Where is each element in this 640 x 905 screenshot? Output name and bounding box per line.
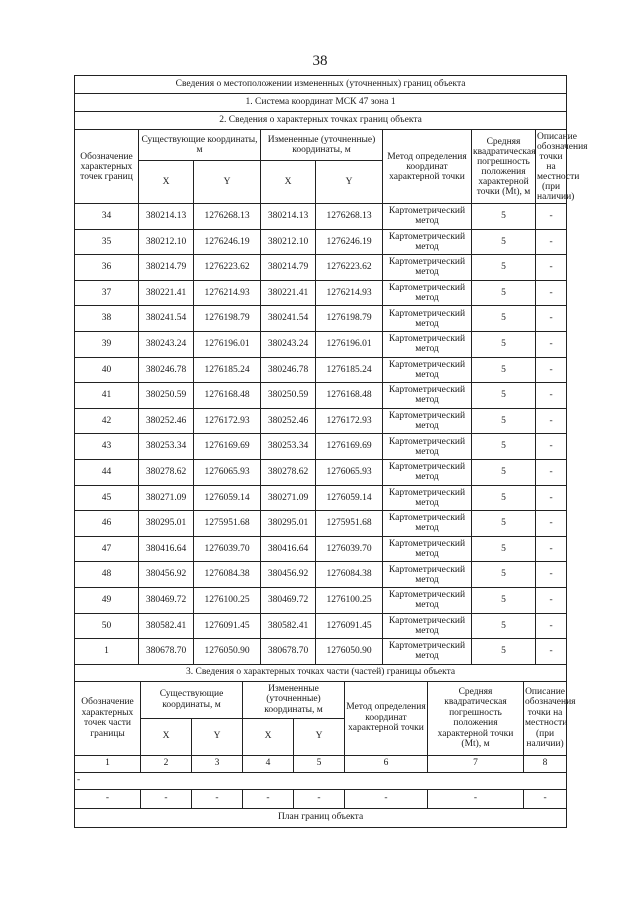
cell-existing-y: 1276246.19 <box>194 229 261 255</box>
cell-point: 47 <box>75 536 139 562</box>
dash-row <box>75 789 567 808</box>
table-row <box>75 511 567 537</box>
cell-changed-x: 380678.70 <box>261 639 316 665</box>
table-row <box>75 306 567 332</box>
cell-point: 45 <box>75 485 139 511</box>
cell-method: Картометрический метод <box>383 331 472 357</box>
cell-changed-x: 380214.79 <box>261 255 316 281</box>
cell-changed-x: 380221.41 <box>261 280 316 306</box>
cell-description: - <box>536 204 567 230</box>
cell-existing-x: 380253.34 <box>139 434 194 460</box>
cell-existing-x: 380295.01 <box>139 511 194 537</box>
dash-cell: - <box>294 789 345 808</box>
cell-accuracy: 5 <box>472 511 536 537</box>
cell-existing-x: 380250.59 <box>139 383 194 409</box>
cell-accuracy: 5 <box>472 357 536 383</box>
cell-changed-y: 1276059.14 <box>316 485 383 511</box>
cell-description: - <box>536 485 567 511</box>
table-row <box>75 280 567 306</box>
cell-method: Картометрический метод <box>383 639 472 665</box>
cell-point: 50 <box>75 613 139 639</box>
column-number: 2 <box>141 755 192 772</box>
table-row <box>75 204 567 230</box>
cell-changed-x: 380278.62 <box>261 459 316 485</box>
cell-point: 36 <box>75 255 139 281</box>
cell-point: 41 <box>75 383 139 409</box>
cell-existing-y: 1276198.79 <box>194 306 261 332</box>
cell-changed-y: 1276050.90 <box>316 639 383 665</box>
table-row <box>75 383 567 409</box>
part-header-changed-y: Y <box>294 718 345 755</box>
cell-point: 1 <box>75 639 139 665</box>
cell-existing-y: 1276050.90 <box>194 639 261 665</box>
column-number: 1 <box>75 755 141 772</box>
header-accuracy: Средняя квадратическая погрешность положения характерной точки (Mt), м <box>472 130 536 204</box>
cell-existing-x: 380241.54 <box>139 306 194 332</box>
cell-description: - <box>536 383 567 409</box>
cell-method: Картометрический метод <box>383 587 472 613</box>
cell-existing-y: 1276268.13 <box>194 204 261 230</box>
cell-existing-x: 380456.92 <box>139 562 194 588</box>
column-number: 6 <box>345 755 428 772</box>
table-row <box>75 562 567 588</box>
cell-point: 35 <box>75 229 139 255</box>
cell-existing-x: 380469.72 <box>139 587 194 613</box>
cell-point: 40 <box>75 357 139 383</box>
cell-changed-y: 1276172.93 <box>316 408 383 434</box>
cell-changed-x: 380469.72 <box>261 587 316 613</box>
cell-changed-x: 380456.92 <box>261 562 316 588</box>
dash-cell: - <box>428 789 524 808</box>
cell-existing-x: 380221.41 <box>139 280 194 306</box>
part-header-accuracy: Средняя квадратическая погрешность положения характерной точки (Mt), м <box>428 681 524 755</box>
cell-existing-y: 1276059.14 <box>194 485 261 511</box>
cell-method: Картометрический метод <box>383 357 472 383</box>
cell-description: - <box>536 511 567 537</box>
table-title: Сведения о местоположении измененных (уточненных) границ объекта <box>75 76 567 94</box>
cell-description: - <box>536 331 567 357</box>
dash-cell: - <box>192 789 243 808</box>
column-number: 8 <box>524 755 567 772</box>
cell-existing-y: 1275951.68 <box>194 511 261 537</box>
part-header-changed: Измененные (уточненные) координаты, м <box>243 681 345 718</box>
cell-point: 38 <box>75 306 139 332</box>
part-header-method: Метод определения координат характерной точки <box>345 681 428 755</box>
cell-description: - <box>536 306 567 332</box>
header-changed: Измененные (уточненные) координаты, м <box>261 130 383 161</box>
cell-changed-y: 1276065.93 <box>316 459 383 485</box>
cell-accuracy: 5 <box>472 536 536 562</box>
cell-description: - <box>536 459 567 485</box>
cell-accuracy: 5 <box>472 562 536 588</box>
header-description: Описание обозначения точки на местности (при наличии) <box>537 131 588 202</box>
section-3-title: 3. Сведения о характерных точках части (частей) границы объекта <box>75 665 567 682</box>
cell-changed-y: 1276169.69 <box>316 434 383 460</box>
part-header-existing: Существующие координаты, м <box>141 681 243 718</box>
cell-existing-y: 1276100.25 <box>194 587 261 613</box>
section-2-title: 2. Сведения о характерных точках границ объекта <box>75 112 567 130</box>
cell-description: - <box>536 613 567 639</box>
cell-changed-y: 1276185.24 <box>316 357 383 383</box>
table-row <box>75 331 567 357</box>
cell-existing-x: 380582.41 <box>139 613 194 639</box>
dash-cell: - <box>75 789 141 808</box>
cell-changed-x: 380582.41 <box>261 613 316 639</box>
cell-changed-x: 380253.34 <box>261 434 316 460</box>
dash-cell: - <box>141 789 192 808</box>
cell-description: - <box>536 587 567 613</box>
empty-row-cell: - <box>75 772 567 789</box>
column-number: 3 <box>192 755 243 772</box>
cell-existing-y: 1276039.70 <box>194 536 261 562</box>
cell-point: 49 <box>75 587 139 613</box>
table-row <box>75 434 567 460</box>
dash-cell: - <box>524 789 567 808</box>
cell-method: Картометрический метод <box>383 459 472 485</box>
page-number: 38 <box>312 53 328 69</box>
cell-method: Картометрический метод <box>383 562 472 588</box>
table-row <box>75 255 567 281</box>
part-header-changed-x: X <box>243 718 294 755</box>
cell-method: Картометрический метод <box>383 613 472 639</box>
table-row <box>75 408 567 434</box>
cell-point: 37 <box>75 280 139 306</box>
cell-description: - <box>536 434 567 460</box>
cell-accuracy: 5 <box>472 639 536 665</box>
cell-changed-x: 380246.78 <box>261 357 316 383</box>
cell-existing-y: 1276168.48 <box>194 383 261 409</box>
cell-method: Картометрический метод <box>383 511 472 537</box>
cell-changed-x: 380416.64 <box>261 536 316 562</box>
cell-existing-y: 1276084.38 <box>194 562 261 588</box>
cell-accuracy: 5 <box>472 306 536 332</box>
cell-accuracy: 5 <box>472 280 536 306</box>
cell-changed-x: 380214.13 <box>261 204 316 230</box>
part-header-point: Обозначение характерных точек части границы <box>75 681 141 755</box>
cell-changed-x: 380252.46 <box>261 408 316 434</box>
cell-existing-x: 380212.10 <box>139 229 194 255</box>
cell-point: 48 <box>75 562 139 588</box>
cell-changed-y: 1276268.13 <box>316 204 383 230</box>
dash-cell: - <box>345 789 428 808</box>
cell-accuracy: 5 <box>472 434 536 460</box>
cell-accuracy: 5 <box>472 229 536 255</box>
cell-existing-y: 1276223.62 <box>194 255 261 281</box>
cell-existing-x: 380243.24 <box>139 331 194 357</box>
cell-description: - <box>536 639 567 665</box>
cell-existing-y: 1276185.24 <box>194 357 261 383</box>
document-body <box>74 75 588 828</box>
table-row <box>75 229 567 255</box>
cell-point: 42 <box>75 408 139 434</box>
header-changed-y: Y <box>316 161 383 204</box>
header-existing-x: X <box>139 161 194 204</box>
cell-method: Картометрический метод <box>383 255 472 281</box>
cell-existing-y: 1276065.93 <box>194 459 261 485</box>
cell-accuracy: 5 <box>472 331 536 357</box>
points-table <box>74 75 588 665</box>
table-row <box>75 357 567 383</box>
table-row <box>75 485 567 511</box>
cell-description: - <box>536 408 567 434</box>
header-existing: Существующие координаты, м <box>139 130 261 161</box>
cell-existing-x: 380278.62 <box>139 459 194 485</box>
cell-method: Картометрический метод <box>383 383 472 409</box>
header-existing-y: Y <box>194 161 261 204</box>
cell-accuracy: 5 <box>472 485 536 511</box>
cell-accuracy: 5 <box>472 255 536 281</box>
cell-existing-x: 380271.09 <box>139 485 194 511</box>
cell-changed-y: 1276100.25 <box>316 587 383 613</box>
cell-changed-x: 380243.24 <box>261 331 316 357</box>
cell-existing-x: 380252.46 <box>139 408 194 434</box>
cell-existing-y: 1276091.45 <box>194 613 261 639</box>
cell-method: Картометрический метод <box>383 536 472 562</box>
cell-changed-y: 1276198.79 <box>316 306 383 332</box>
cell-changed-x: 380271.09 <box>261 485 316 511</box>
section-1-title: 1. Система координат МСК 47 зона 1 <box>75 94 567 112</box>
part-points-table <box>74 665 576 828</box>
cell-method: Картометрический метод <box>383 229 472 255</box>
cell-point: 46 <box>75 511 139 537</box>
cell-existing-y: 1276172.93 <box>194 408 261 434</box>
cell-method: Картометрический метод <box>383 408 472 434</box>
cell-accuracy: 5 <box>472 587 536 613</box>
cell-changed-y: 1276246.19 <box>316 229 383 255</box>
cell-existing-x: 380214.13 <box>139 204 194 230</box>
cell-changed-y: 1276223.62 <box>316 255 383 281</box>
cell-accuracy: 5 <box>472 459 536 485</box>
cell-changed-x: 380250.59 <box>261 383 316 409</box>
cell-changed-y: 1276196.01 <box>316 331 383 357</box>
part-header-existing-y: Y <box>192 718 243 755</box>
cell-description: - <box>536 255 567 281</box>
table-row <box>75 536 567 562</box>
column-number: 7 <box>428 755 524 772</box>
header-changed-x: X <box>261 161 316 204</box>
cell-point: 34 <box>75 204 139 230</box>
table-row <box>75 639 567 665</box>
cell-description: - <box>536 562 567 588</box>
cell-method: Картометрический метод <box>383 204 472 230</box>
cell-accuracy: 5 <box>472 613 536 639</box>
table-row <box>75 459 567 485</box>
plan-title: План границ объекта <box>75 808 567 827</box>
cell-method: Картометрический метод <box>383 485 472 511</box>
cell-existing-y: 1276196.01 <box>194 331 261 357</box>
cell-changed-y: 1276091.45 <box>316 613 383 639</box>
cell-existing-x: 380214.79 <box>139 255 194 281</box>
cell-method: Картометрический метод <box>383 434 472 460</box>
table-row <box>75 587 567 613</box>
cell-point: 39 <box>75 331 139 357</box>
column-number: 4 <box>243 755 294 772</box>
cell-changed-x: 380241.54 <box>261 306 316 332</box>
cell-existing-x: 380678.70 <box>139 639 194 665</box>
cell-existing-y: 1276214.93 <box>194 280 261 306</box>
cell-method: Картометрический метод <box>383 306 472 332</box>
cell-accuracy: 5 <box>472 383 536 409</box>
cell-changed-y: 1276084.38 <box>316 562 383 588</box>
cell-changed-y: 1275951.68 <box>316 511 383 537</box>
cell-description: - <box>536 536 567 562</box>
cell-changed-x: 380212.10 <box>261 229 316 255</box>
cell-existing-x: 380416.64 <box>139 536 194 562</box>
table-row <box>75 613 567 639</box>
header-point: Обозначение характерных точек границ <box>75 130 139 204</box>
cell-existing-y: 1276169.69 <box>194 434 261 460</box>
cell-existing-x: 380246.78 <box>139 357 194 383</box>
cell-point: 43 <box>75 434 139 460</box>
empty-row <box>75 772 567 789</box>
part-header-description: Описание обозначения точки на местности (при наличии) <box>524 681 567 755</box>
column-number-row <box>75 755 567 772</box>
cell-point: 44 <box>75 459 139 485</box>
column-number: 5 <box>294 755 345 772</box>
cell-accuracy: 5 <box>472 204 536 230</box>
cell-description: - <box>536 357 567 383</box>
cell-description: - <box>536 229 567 255</box>
part-header-existing-x: X <box>141 718 192 755</box>
header-method: Метод определения координат характерной точки <box>383 130 472 204</box>
cell-description: - <box>536 280 567 306</box>
cell-changed-y: 1276039.70 <box>316 536 383 562</box>
cell-changed-y: 1276214.93 <box>316 280 383 306</box>
cell-changed-y: 1276168.48 <box>316 383 383 409</box>
dash-cell: - <box>243 789 294 808</box>
cell-method: Картометрический метод <box>383 280 472 306</box>
cell-accuracy: 5 <box>472 408 536 434</box>
cell-changed-x: 380295.01 <box>261 511 316 537</box>
